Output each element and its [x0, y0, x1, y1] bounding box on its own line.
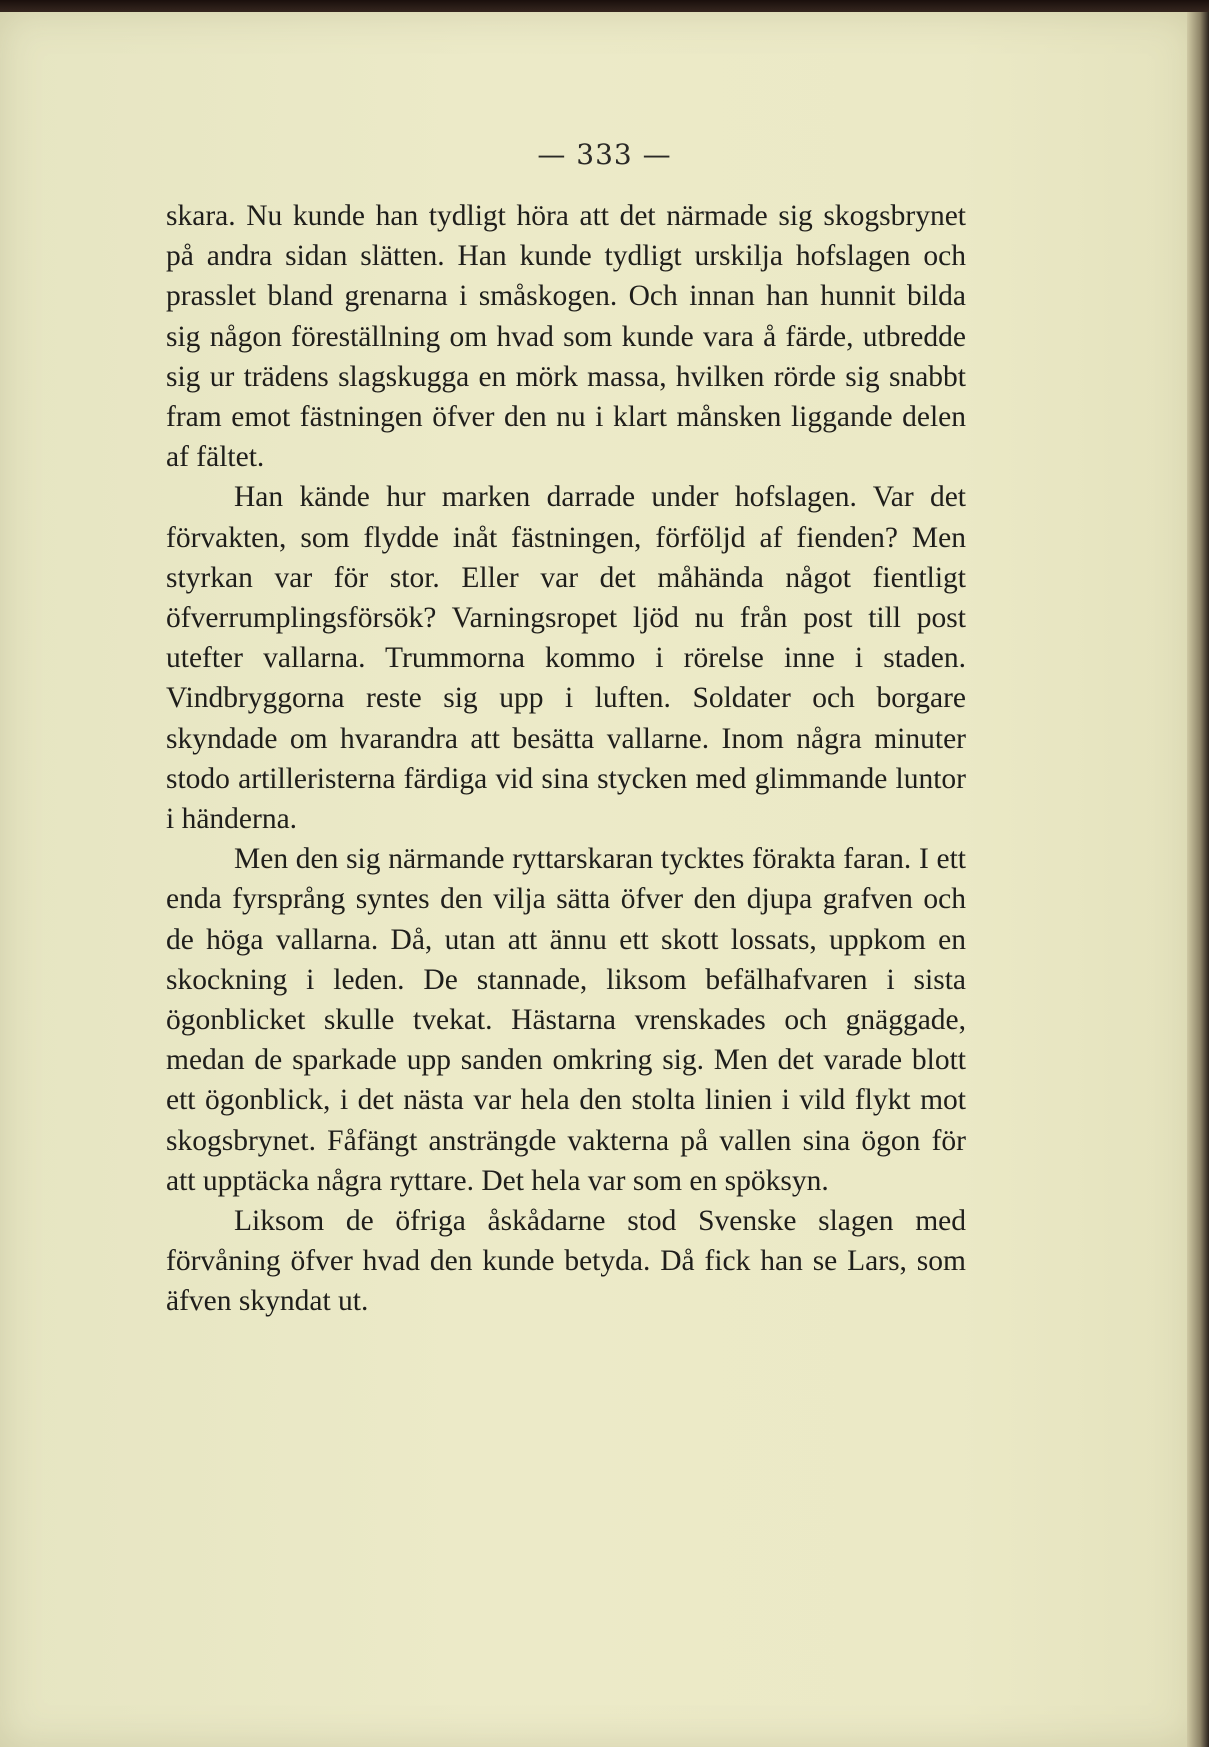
paragraph-2: Han kände hur marken darrade under hofslagen. Var det förvakten, som flydde inåt fästningen, förföljd af fienden? Men styrkan var för stor. Eller var det måhända något fientligt öfverrumplingsförsök? Varningsropet ljöd nu från post till post utefter vallarna. Trummorna kommo i rörelse inne i staden. Vindbryggorna reste sig upp i luften. Soldater och borgare skyndade om hvarandra att besätta vallarne. Inom några minuter stodo artilleristerna färdiga vid sina stycken med glimmande luntor i händerna. [166, 481, 966, 836]
page-number: — 333 — [537, 138, 672, 171]
paragraph-4: Liksom de öfriga åskådarne stod Svenske slagen med förvåning öfver hvad den kunde betyda. Då fick han se Lars, som äfven skyndat ut. [166, 1205, 966, 1318]
page-edge [1187, 12, 1209, 1747]
body-text [166, 196, 966, 1322]
paragraph-3: Men den sig närmande ryttarskaran tycktes förakta faran. I ett enda fyrsprång syntes den vilja sätta öfver den djupa grafven och de höga vallarna. Då, utan att ännu ett skott lossats, uppkom en skockning i leden. De stannade, liksom befälhafvaren i sista ögonblicket skulle tvekat. Hästarna vrenskades och gnäggade, medan de sparkade upp sanden omkring sig. Men det varade blott ett ögonblick, i det nästa var hela den stolta linien i vild flykt mot skogsbrynet. Fåfängt ansträngde vakterna på vallen sina ögon för att upptäcka några ryttare. Det hela var som en spöksyn. [166, 843, 966, 1197]
paragraph-1: skara. Nu kunde han tydligt höra att det närmade sig skogsbrynet på andra sidan slätten. Han kunde tydligt urskilja hofslagen och prasslet bland grenarna i småskogen. Och innan han hunnit bilda sig någon föreställning om hvad som kunde vara å färde, utbredde sig ur trädens slagskugga en mörk massa, hvilken rörde sig snabbt fram emot fästningen öfver den nu i klart månsken liggande delen af fältet. [166, 200, 966, 474]
